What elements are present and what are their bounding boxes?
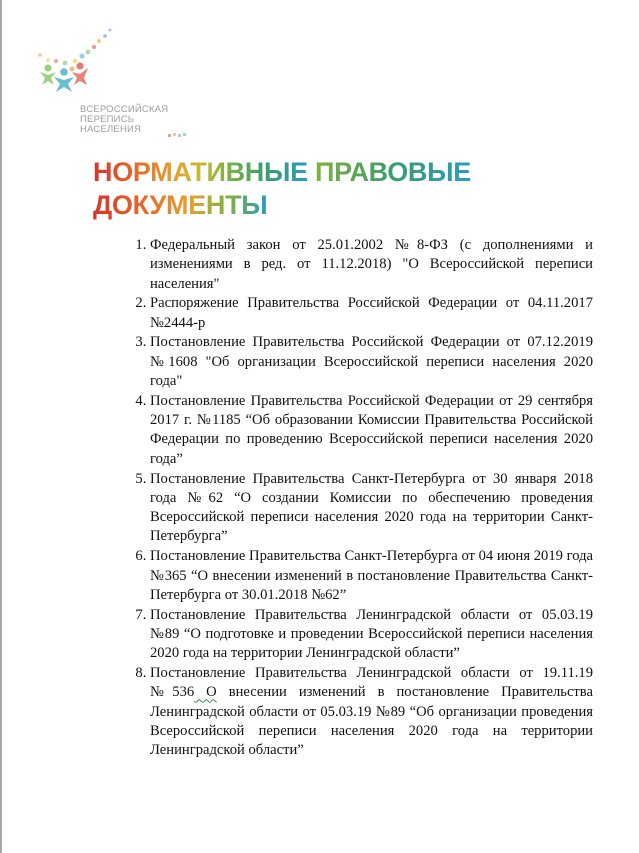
document-item	[150, 236, 593, 294]
document-text-before: Постановление Правительства Ленинградской области от 19.11.19 №536	[150, 665, 593, 701]
document-text-after: внесении изменений в постановление Правительства Ленинградской области от 05.03.19 №89 “Об организации проведения Всероссийской переписи населения 2020 года на территории Ленинградской области”	[150, 684, 593, 759]
document-item	[150, 547, 593, 605]
documents-list	[128, 236, 593, 761]
document-text: Распоряжение Правительства Российской Федерации от 04.11.2017 №2444-р	[150, 295, 593, 331]
census-logo	[30, 28, 190, 135]
logo-line-2: ПЕРЕПИСЬ	[80, 114, 135, 125]
page-title	[93, 156, 471, 222]
document-text: Постановление Правительства Российской Федерации от 07.12.2019 №1608 "Об организации Всероссийской переписи населения 2020 года"	[150, 334, 593, 390]
document-item	[150, 606, 593, 664]
logo-text	[80, 105, 168, 135]
document-text: Постановление Правительства Санкт-Петербурга от 04 июня 2019 года №365 “О внесении изменений в постановление Правительства Санкт-Петербурга от 30.01.2018 №62”	[150, 548, 593, 603]
document-text: Федеральный закон от 25.01.2002 №8-ФЗ (с дополнениями и изменениями в ред. от 11.12.2018) "О Всероссийской переписи населения"	[150, 237, 593, 292]
page-left-border	[0, 0, 2, 853]
spellcheck-flagged-text[interactable]: О	[194, 684, 217, 701]
document-item	[150, 294, 593, 333]
document-item	[150, 470, 593, 547]
title-word-pravovye: ПРАВОВЫЕ	[315, 157, 471, 187]
document-item	[150, 392, 593, 469]
title-word-normativnye: НОРМАТИВНЫЕ	[93, 157, 308, 187]
document-text: Постановление Правительства Российской Федерации от 29 сентября 2017 г. №1185 “Об образовании Комиссии Правительства Российской Федерации по проведению Всероссийской переписи населения 2020 года”	[150, 392, 593, 467]
document-item	[150, 333, 593, 391]
document-item	[150, 664, 593, 760]
title-word-dokumenty: ДОКУМЕНТЫ	[93, 190, 268, 220]
logo-line-3: НАСЕЛЕНИЯ	[80, 124, 142, 135]
logo-line-1: ВСЕРОССИЙСКАЯ	[80, 104, 169, 115]
logo-dots-icon	[168, 133, 190, 139]
document-text: Постановление Правительства Санкт-Петербурга от 30 января 2018 года №62 “О создании Комиссии по обеспечению проведения Всероссийской переписи населения 2020 года на территории Санкт-Петербурга”	[150, 470, 593, 545]
document-text: Постановление Правительства Ленинградской области от 05.03.19 №89 “О подготовке и проведении Всероссийской переписи населения 2020 года на территории Ленинградской области”	[150, 606, 593, 662]
